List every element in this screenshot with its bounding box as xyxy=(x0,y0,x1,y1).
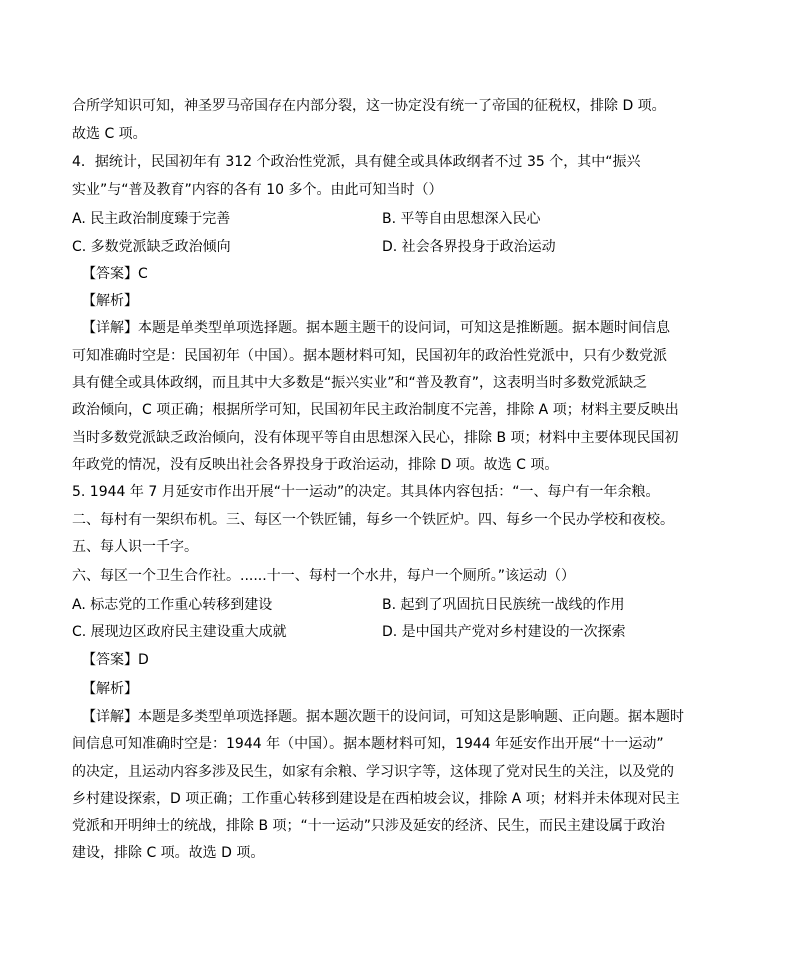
q4-detail-line-1: 【详解】本题是单类型单项选择题。据本题主题干的设问词，可知这是推断题。据本题时间信息 xyxy=(82,320,670,336)
q5-detail-line-6: 建设，排除 C 项。故选 D 项。 xyxy=(72,845,265,861)
intro-line-2: 故选 C 项。 xyxy=(72,126,147,142)
q4-stem-line-1: 4．据统计，民国初年有 312 个政治性党派，具有健全或具体政纲者不过 35 个，其中“振兴 xyxy=(72,154,641,170)
q4-option-b: B. 平等自由思想深入民心 xyxy=(382,211,541,227)
q4-detail-line-3: 具有健全或具体政纲，而且其中大多数是“振兴实业”和“普及教育”，这表明当时多数党派缺乏 xyxy=(72,375,648,391)
q5-option-c: C. 展现边区政府民主建设重大成就 xyxy=(72,624,287,640)
q5-detail-line-4: 乡村建设探索，D 项正确；工作重心转移到建设是在西柏坡会议，排除 A 项；材料并未体现对民主 xyxy=(72,791,680,807)
intro-line-1: 合所学知识可知，神圣罗马帝国存在内部分裂，这一协定没有统一了帝国的征税权，排除 D 项。 xyxy=(72,98,666,114)
q5-detail-line-2: 间信息可知准确时空是：1944 年（中国）。据本题材料可知，1944 年延安作出开展“十一运动” xyxy=(72,736,664,752)
q5-detail-line-5: 党派和开明绅士的统战，排除 B 项；“十一运动”只涉及延安的经济、民生，而民主建设属于政治 xyxy=(72,818,666,834)
q4-detail-line-5: 当时多数党派缺乏政治倾向，没有体现平等自由思想深入民心，排除 B 项；材料中主要体现民国初 xyxy=(72,430,679,446)
q5-answer: 【答案】D xyxy=(82,652,149,668)
q4-answer: 【答案】C xyxy=(82,266,148,282)
q4-stem-line-2: 实业”与“普及教育”内容的各有 10 多个。由此可知当时（） xyxy=(72,182,443,198)
q4-option-a: A. 民主政治制度臻于完善 xyxy=(72,211,231,227)
q4-option-c: C. 多数党派缺乏政治倾向 xyxy=(72,239,231,255)
q5-option-d: D. 是中国共产党对乡村建设的一次探索 xyxy=(382,624,626,640)
q4-detail-line-2: 可知准确时空是：民国初年（中国）。据本题材料可知，民国初年的政治性党派中，只有少数党派 xyxy=(72,348,667,364)
q5-detail-line-3: 的决定，且运动内容多涉及民生，如家有余粮、学习识字等，这体现了党对民生的关注，以及党的 xyxy=(72,764,674,780)
q4-detail-line-4: 政治倾向，C 项正确；根据所学可知，民国初年民主政治制度不完善，排除 A 项；材料主要反映出 xyxy=(72,402,679,418)
q5-option-b: B. 起到了巩固抗日民族统一战线的作用 xyxy=(382,597,625,613)
q4-analysis-label: 【解析】 xyxy=(82,293,138,309)
q5-option-a: A. 标志党的工作重心转移到建设 xyxy=(72,597,273,613)
q5-analysis-label: 【解析】 xyxy=(82,681,138,697)
q5-stem-line-2: 二、每村有一架织布机。三、每区一个铁匠铺，每乡一个铁匠炉。四、每乡一个民办学校和夜校。 xyxy=(72,512,674,528)
q5-detail-line-1: 【详解】本题是多类型单项选择题。据本题次题干的设问词，可知这是影响题、正向题。据本题时 xyxy=(82,709,684,725)
q5-stem-line-3: 五、每人识一千字。 xyxy=(72,539,198,555)
q5-stem-line-4: 六、每区一个卫生合作社。......十一、每村一个水井，每户一个厕所。”该运动（） xyxy=(72,568,575,584)
q5-stem-line-1: 5. 1944 年 7 月延安市作出开展“十一运动”的决定。其具体内容包括：“一、每户有一年余粮。 xyxy=(72,484,660,500)
q4-detail-line-6: 年政党的情况，没有反映出社会各界投身于政治运动，排除 D 项。故选 C 项。 xyxy=(72,457,559,473)
q4-option-d: D. 社会各界投身于政治运动 xyxy=(382,239,556,255)
